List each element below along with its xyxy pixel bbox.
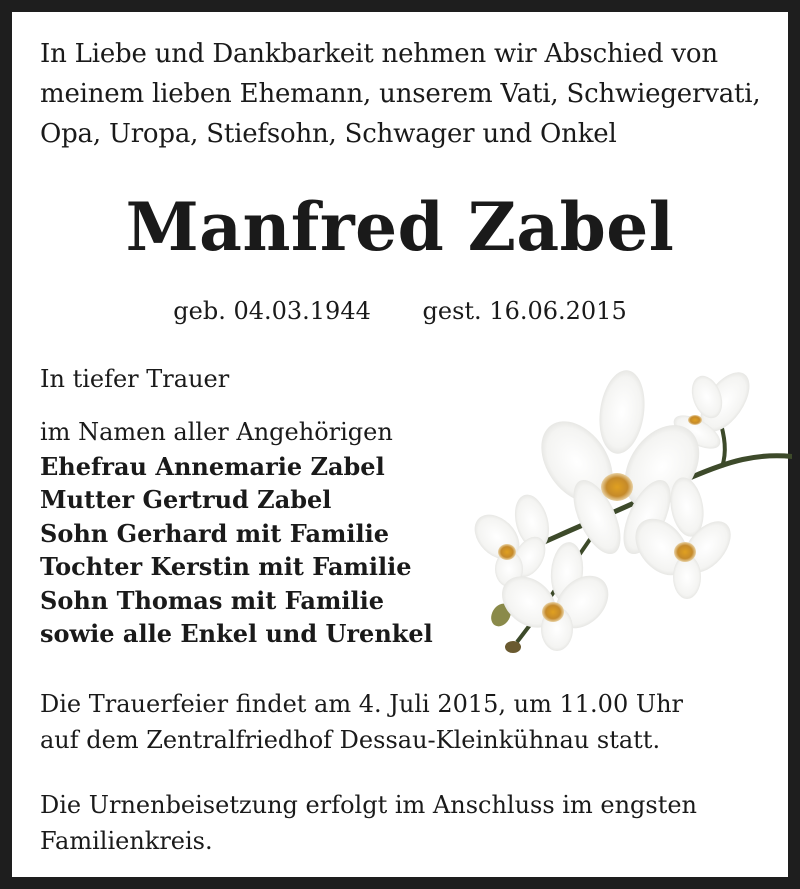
intro-line: meinem lieben Ehemann, unserem Vati, Schwiegervati, [40, 79, 761, 109]
intro-line: Opa, Uropa, Stiefsohn, Schwager und Onkel [40, 119, 617, 149]
mourner-entry: sowie alle Enkel und Urenkel [40, 619, 433, 648]
death-date: gest. 16.06.2015 [422, 297, 627, 325]
mourner-entry: Sohn Thomas mit Familie [40, 585, 384, 615]
mourner-entry: Ehefrau Annemarie Zabel [40, 451, 385, 481]
mourner-entry: Sohn Gerhard mit Familie [40, 518, 390, 548]
mourning-heading: In tiefer Trauer [40, 365, 230, 393]
life-dates [12, 293, 788, 329]
deceased-name: Manfred Zabel [125, 188, 675, 266]
urn-info [40, 787, 780, 859]
orchid-flower [466, 491, 555, 587]
orchid-image [457, 357, 792, 657]
intro-text [40, 34, 770, 154]
service-info [40, 686, 780, 758]
mourner-entry: Mutter Gertrud Zabel [40, 485, 332, 514]
obituary-card [12, 12, 788, 877]
mourners-list [40, 416, 480, 651]
urn-line: Familienkreis. [40, 827, 213, 855]
on-behalf-line: im Namen aller Angehörigen [40, 418, 393, 446]
intro-line: In Liebe und Dankbarkeit nehmen wir Abschied von [40, 39, 718, 69]
service-line: auf dem Zentralfriedhof Dessau-Kleinkühnau statt. [40, 726, 661, 754]
mourner-entry: Tochter Kerstin mit Familie [40, 552, 412, 581]
urn-line: Die Urnenbeisetzung erfolgt im Anschluss im engsten [40, 791, 698, 819]
service-line: Die Trauerfeier findet am 4. Juli 2015, um 11.00 Uhr [40, 690, 683, 718]
birth-date: geb. 04.03.1944 [173, 297, 371, 325]
